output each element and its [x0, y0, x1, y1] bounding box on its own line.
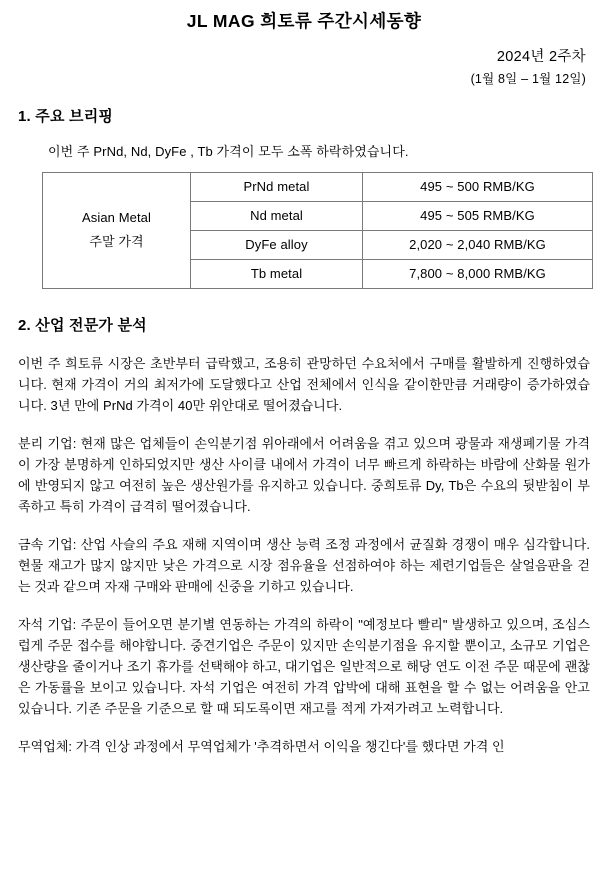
briefing-summary: 이번 주 PrNd, Nd, DyFe , Tb 가격이 모두 소폭 하락하였습니다.	[48, 143, 409, 159]
section-heading-briefing: 1. 주요 브리핑	[18, 107, 114, 125]
table-cell-value: 7,800 ~ 8,000 RMB/KG	[363, 259, 593, 288]
table-cell-item: DyFe alloy	[191, 230, 363, 259]
table-cell-value: 495 ~ 505 RMB/KG	[363, 201, 593, 230]
page-title: JL MAG 희토류 주간시세동향	[186, 11, 422, 31]
analysis-paragraph: 금속 기업: 산업 사슬의 주요 재해 지역이며 생산 능력 조정 과정에서 균질화 경쟁이 매우 심각합니다. 현물 재고가 많지 않지만 낮은 가격으로 시장 점유율을 선점하여야 하는 제련기업들은 살얼음판을 걷는 것과 같으며 자재 구매와 판매에 신중을 기하고 있습니다.	[18, 537, 590, 595]
analysis-paragraph: 자석 기업: 주문이 들어오면 분기별 연동하는 가격의 하락이 "예정보다 빨리" 발생하고 있으며, 조심스럽게 주문 접수를 해야합니다. 중견기업은 주문이 있지만 손익분기점을 유지할 뿐이고, 소규모 기업은 생산량을 줄이거나 조기 휴가를 선택해야 하고, 대기업은 일반적으로 해당 연도 이전 주문 때문에 괜찮은 가동률을 보이고 있습니다. 자석 기업은 여전히 가격 압박에 대해 표현을 할 수 없는 어려움을 안고 있습니다. 기존 주문을 기준으로 할 때 되도록이면 재고를 적게 가져가려고 노력합니다.	[18, 617, 590, 717]
table-cell-item: Tb metal	[191, 259, 363, 288]
table-row-label-line1: Asian Metal	[81, 209, 152, 225]
table-cell-value: 495 ~ 500 RMB/KG	[363, 172, 593, 201]
price-table	[42, 172, 593, 289]
report-week: 2024년 2주차	[496, 48, 586, 65]
table-row-label-line2: 주말 가격	[89, 234, 144, 250]
table-row-label	[43, 172, 191, 288]
report-date-range: (1월 8일 – 1월 12일)	[470, 71, 586, 86]
analysis-paragraph: 이번 주 희토류 시장은 초반부터 급락했고, 조용히 관망하던 수요처에서 구매를 활발하게 진행하였습니다. 현재 가격이 거의 최저가에 도달했다고 산업 전체에서 인식을 같이한만큼 거래량이 증가하였습니다. 3년 만에 PrNd 가격이 40만 위안대로 떨어졌습니다.	[18, 355, 590, 413]
table-row	[43, 172, 593, 201]
table-cell-value: 2,020 ~ 2,040 RMB/KG	[363, 230, 593, 259]
table-cell-item: PrNd metal	[191, 172, 363, 201]
document-meta	[18, 47, 590, 90]
analysis-paragraph: 무역업체: 가격 인상 과정에서 무역업체가 '추격하면서 이익을 챙긴다'를 했다면 가격 인	[18, 739, 505, 755]
section-heading-analysis: 2. 산업 전문가 분석	[18, 316, 147, 334]
analysis-paragraph: 분리 기업: 현재 많은 업체들이 손익분기점 위아래에서 어려움을 겪고 있으며 광물과 재생폐기물 가격이 가장 분명하게 인하되었지만 생산 사이클 내에서 가격이 너무 빠르게 하락하는 바람에 산화물 원가에 반영되지 않고 여전히 높은 생산원가를 유지하고 있습니다. 중희토류 Dy, Tb은 수요의 뒷받침이 부족하고 특히 가격이 급격히 떨어졌습니다.	[18, 435, 590, 515]
table-cell-item: Nd metal	[191, 201, 363, 230]
